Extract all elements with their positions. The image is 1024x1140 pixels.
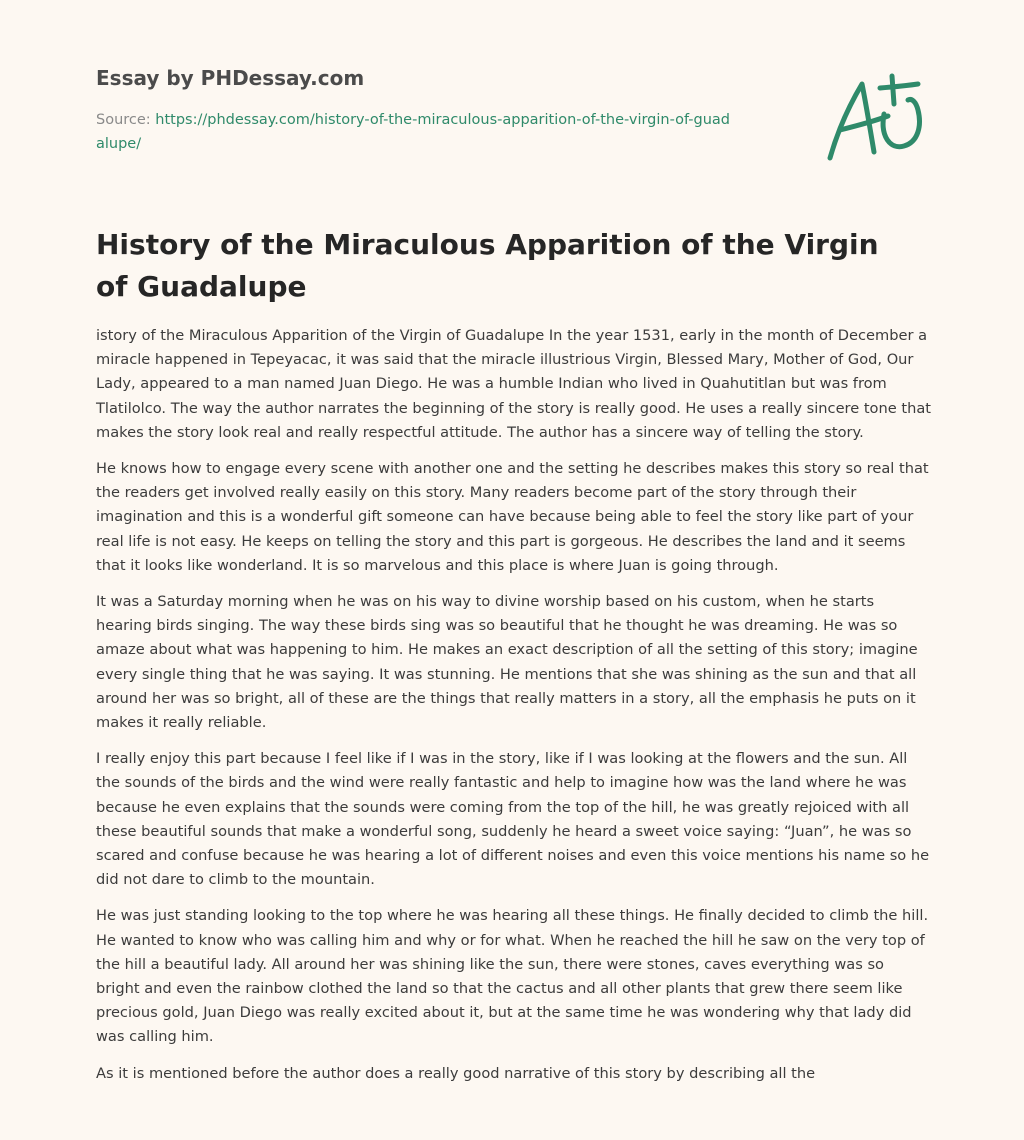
essay-body [96,324,931,1098]
source-link[interactable]: https://phdessay.com/history-of-the-miraculous-apparition-of-the-virgin-of-guadalupe/ [96,112,731,152]
essay-paragraph: He was just standing looking to the top where he was hearing all these things. He finally decided to climb the hill. He wanted to know who was calling him and why or for what. When he reached the hill he saw on the very top of the hill a beautiful lady. All around her was shining like the sun, there were stones, caves everything was so bright and even the rainbow clothed the land so that the cactus and all other plants that grew there seem like precious gold, Juan Diego was really excited about it, but at the same time he was wondering why that lady did was calling him. [96,907,929,1046]
document-header [96,62,796,156]
essay-paragraph: As it is mentioned before the author does a really good narrative of this story by describing all the [96,1064,816,1082]
source-label: Source: [96,112,151,128]
essay-paragraph: It was a Saturday morning when he was on his way to divine worship based on his custom, when he starts hearing birds singing. The way these birds sing was so beautiful that he thought he was dreaming. He was so amaze about what was happening to him. He makes an exact description of all the setting of this story; imagine every single thing that he was saying. It was stunning. He mentions that she was shining as the sun and that all around her was so bright, all of these are the things that really matters in a story, all the emphasis he puts on it makes it really reliable. [96,593,918,732]
site-brand: Essay by PHDessay.com [96,66,365,90]
essay-title: History of the Miraculous Apparition of the Virgin of Guadalupe [96,228,879,303]
essay-paragraph: I really enjoy this part because I feel like if I was in the story, like if I was looking at the flowers and the sun. All the sounds of the birds and the wind were really fantastic and help to imagine how was the land where he was because he even explains that the sounds were coming from the top of the hill, he was greatly rejoiced with all these beautiful sounds that make a wonderful song, suddenly he heard a sweet voice saying: “Juan”, he was so scared and confuse because he was hearing a lot of different noises and even this voice mentions his name so he did not dare to climb to the mountain. [96,750,930,889]
a-plus-grade-icon [822,70,926,164]
source-line [96,108,736,156]
essay-paragraph: He knows how to engage every scene with another one and the setting he describes makes this story so real that the readers get involved really easily on this story. Many readers become part of the story through their imagination and this is a wonderful gift someone can have because being able to feel the story like part of your real life is not easy. He keeps on telling the story and this part is gorgeous. He describes the land and it seems that it looks like wonderland. It is so marvelous and this place is where Juan is going through. [96,460,929,574]
essay-paragraph: istory of the Miraculous Apparition of the Virgin of Guadalupe In the year 1531, early in the month of December a miracle happened in Tepeyacac, it was said that the miracle illustrious Virgin, Blessed Mary, Mother of God, Our Lady, appeared to a man named Juan Diego. He was a humble Indian who lived in Quahutitlan but was from Tlatilolco. The way the author narrates the beginning of the story is really good. He uses a really sincere tone that makes the story look real and really respectful attitude. The author has a sincere way of telling the story. [96,327,931,441]
